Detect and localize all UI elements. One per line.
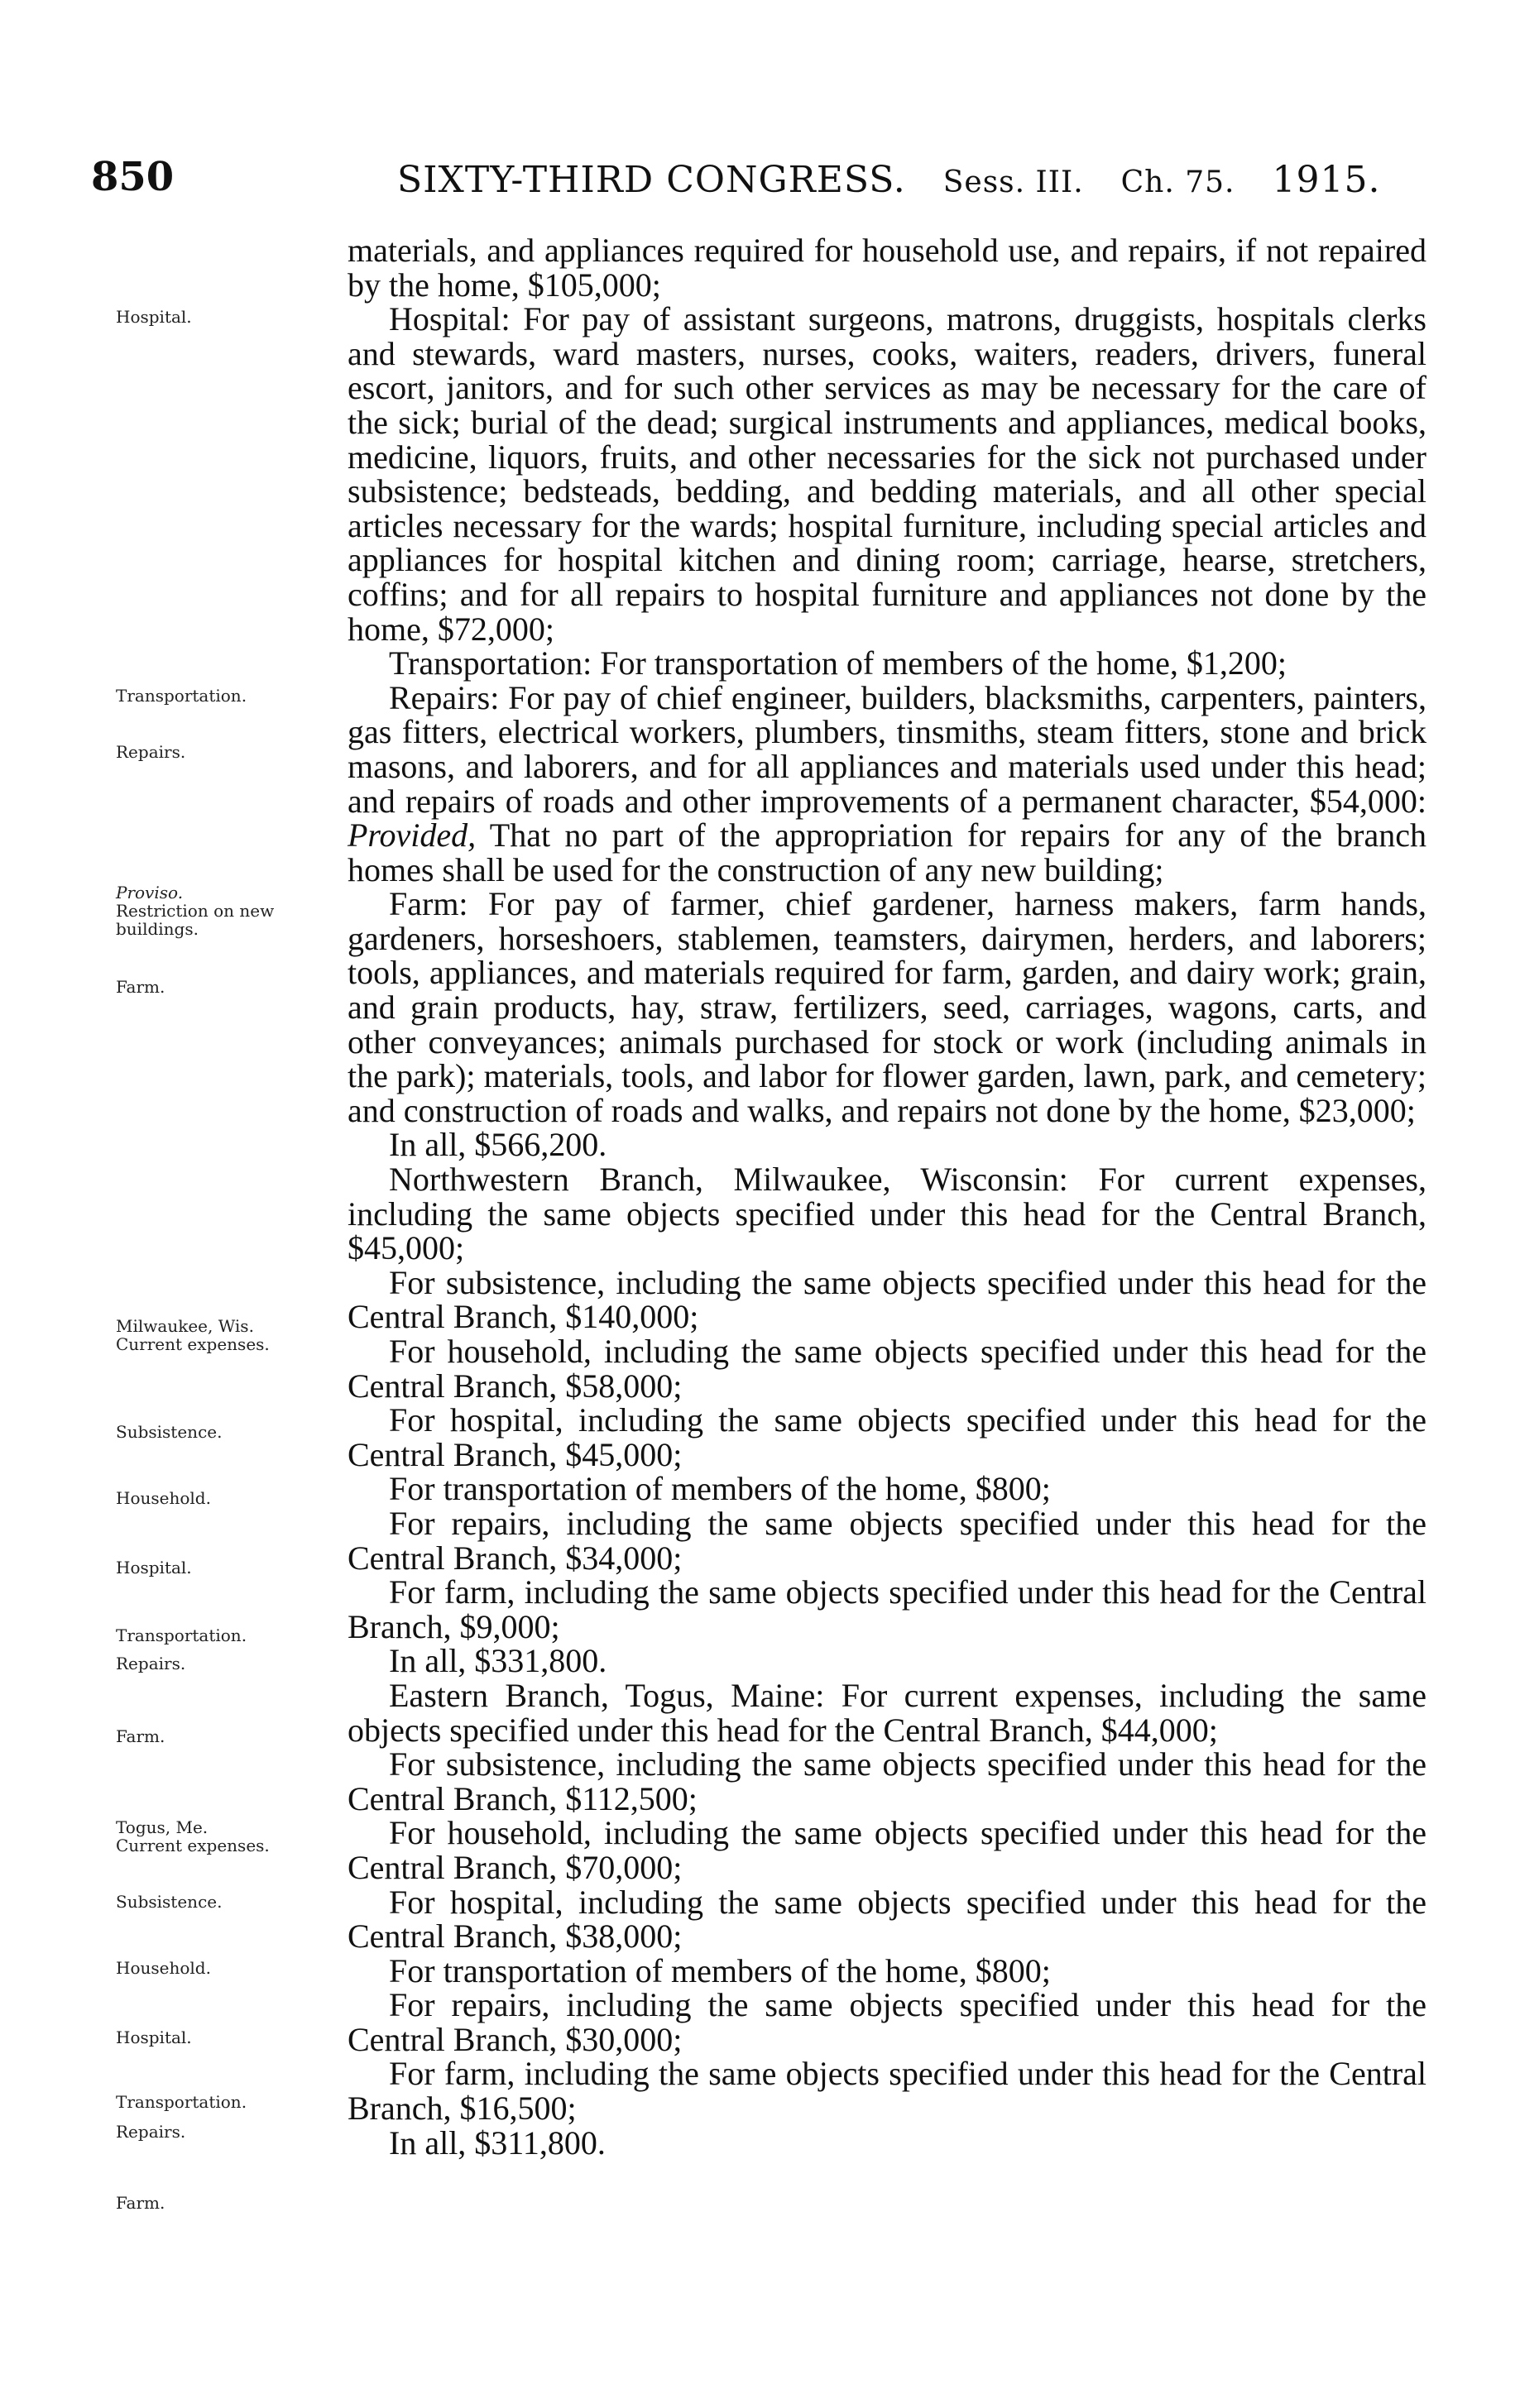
paragraph-northwestern-hospital: For hospital, including the same objects specified under this head for the Central Branch, $45,000; — [348, 1401, 1426, 1473]
sidenote-proviso-text: Restriction on new buildings. — [116, 901, 275, 939]
paragraph-northwestern-subsistence: For subsistence, including the same objects specified under this head for the Central Branch, $140,000; — [348, 1263, 1426, 1336]
sidenote-repairs-3: Repairs. — [116, 2122, 186, 2142]
sidenote-household: Household. — [116, 1488, 211, 1508]
margin-notes — [0, 0, 348, 2408]
sidenote-farm-3: Farm. — [116, 2193, 165, 2213]
paragraph-northwestern-farm: For farm, including the same objects specified under this head for the Central Branch, $9,000; — [348, 1573, 1426, 1645]
paragraph-hospital: Hospital: For pay of assistant surgeons, matrons, druggists, hospitals clerks and stewards, ward masters, nurses, cooks, waiters, readers, drivers, funeral escort, janitors, and for such other services as may be necessary for the care of the sick; burial of the dead; surgical instruments and appliances, medical books, medicine, liquors, fruits, and other necessaries for the sick not purchased under subsistence; bedsteads, bedding, and bedding materials, and all other special articles necessary for the wards; hospital furniture, including special articles and appliances for hospital kitchen and dining room; carriage, hearse, stretchers, coffins; and for all repairs to hospital furniture and appliances not done by the home, $72,000; — [348, 300, 1426, 648]
body-text — [348, 233, 1426, 2160]
sidenote-repairs-2: Repairs. — [116, 1654, 186, 1673]
sidenote-milwaukee — [116, 1317, 356, 1353]
total-eastern: In all, $311,800. — [389, 2123, 606, 2161]
paragraph-eastern-current: Eastern Branch, Togus, Maine: For current expenses, including the same objects specified under this head for the Central Branch, $44,000; — [348, 1676, 1426, 1749]
sidenote-transportation-2: Transportation. — [116, 1625, 247, 1645]
running-head-title: SIXTY-THIRD CONGRESS. — [397, 159, 906, 201]
paragraph-eastern-farm: For farm, including the same objects specified under this head for the Central Branch, $16,500; — [348, 2055, 1426, 2128]
page-number: 850 — [91, 154, 175, 200]
paragraph-eastern-repairs: For repairs, including the same objects specified under this head for the Central Branch, $30,000; — [348, 1986, 1426, 2058]
total-northwestern: In all, $331,800. — [389, 1642, 607, 1680]
paragraph-northwestern-repairs: For repairs, including the same objects specified under this head for the Central Branch, $34,000; — [348, 1504, 1426, 1577]
running-head — [397, 159, 1380, 201]
sidenote-hospital: Hospital. — [116, 307, 192, 327]
sidenote-togus-place: Togus, Me. — [116, 1817, 209, 1837]
paragraph-northwestern-household: For household, including the same objects specified under this head for the Central Branch, $58,000; — [348, 1333, 1426, 1405]
repairs-text-a: Repairs: For pay of chief engineer, builders, blacksmiths, carpenters, painters, gas fitters, electrical workers, plumbers, tinsmiths, steam fitters, stone and brick masons, and laborers, and for all appliances and materials used under this head; and repairs of roads and other improvements of a permanent character, $54,000: — [348, 678, 1426, 820]
repairs-text-b: That no part of the appropriation for repairs for any of the branch homes shall be used for the construction of any new building; — [348, 816, 1427, 888]
provided-italic: Provided, — [348, 816, 477, 855]
sidenote-hospital-3: Hospital. — [116, 2027, 192, 2047]
paragraph-eastern-transportation: For transportation of members of the home, $800; — [389, 1951, 1051, 1989]
paragraph-transportation: Transportation: For transportation of members of the home, $1,200; — [389, 644, 1287, 682]
sidenote-proviso-label: Proviso. — [116, 883, 184, 902]
sidenote-togus-current: Current expenses. — [116, 1836, 270, 1855]
paragraph-eastern-household: For household, including the same objects specified under this head for the Central Branch, $70,000; — [348, 1814, 1426, 1886]
sidenote-subsistence: Subsistence. — [116, 1422, 223, 1442]
running-head-chapter: Ch. 75. — [1120, 165, 1235, 199]
running-head-year: 1915. — [1272, 159, 1381, 201]
sidenote-togus — [116, 1818, 356, 1855]
sidenote-hospital-2: Hospital. — [116, 1558, 192, 1577]
sidenote-farm-2: Farm. — [116, 1726, 165, 1746]
sidenote-proviso — [116, 883, 356, 938]
sidenote-milwaukee-current: Current expenses. — [116, 1334, 270, 1354]
sidenote-household-3: Household. — [116, 1958, 211, 1978]
paragraph-eastern-hospital: For hospital, including the same objects specified under this head for the Central Branch, $38,000; — [348, 1883, 1426, 1956]
paragraph-farm: Farm: For pay of farmer, chief gardener, harness makers, farm hands, gardeners, horseshoers, stablemen, teamsters, dairymen, herders, and laborers; tools, appliances, and materials required for farm, garden, and dairy work; grain, and grain products, hay, straw, fertilizers, seed, carriages, wagons, carts, and other conveyances; animals purchased for stock or work (including animals in the park); materials, tools, and labor for flower garden, lawn, park, and cemetery; and construction of roads and walks, and repairs not done by the home, $23,000; — [348, 885, 1426, 1129]
sidenote-farm: Farm. — [116, 977, 165, 997]
paragraph-eastern-subsistence: For subsistence, including the same objects specified under this head for the Central Branch, $112,500; — [348, 1745, 1426, 1817]
sidenote-transportation: Transportation. — [116, 686, 247, 706]
sidenote-milwaukee-place: Milwaukee, Wis. — [116, 1316, 254, 1336]
total-central: In all, $566,200. — [389, 1126, 607, 1164]
paragraph-repairs — [348, 678, 1427, 888]
sidenote-repairs: Repairs. — [116, 742, 186, 762]
sidenote-subsistence-3: Subsistence. — [116, 1892, 223, 1912]
paragraph-household-continued: materials, and appliances required for household use, and repairs, if not repaired by the home, $105,000; — [348, 232, 1426, 304]
paragraph-northwestern-transportation: For transportation of members of the home, $800; — [389, 1470, 1051, 1508]
running-head-session: Sess. III. — [942, 165, 1084, 199]
sidenote-transportation-3: Transportation. — [116, 2092, 247, 2112]
paragraph-northwestern-current: Northwestern Branch, Milwaukee, Wisconsin: For current expenses, including the same objects specified under this head for the Central Branch, $45,000; — [348, 1161, 1426, 1267]
